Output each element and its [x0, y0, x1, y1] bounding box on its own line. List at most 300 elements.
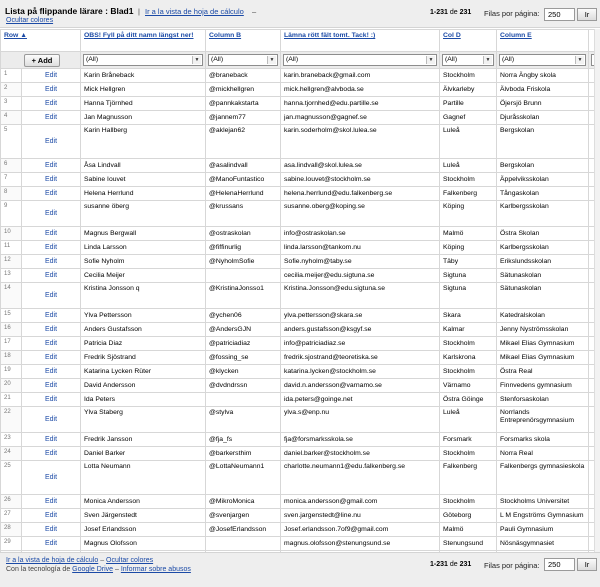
table-row [1, 351, 600, 365]
table-row [1, 461, 600, 495]
table-row [1, 187, 600, 201]
school-cell: Mikael Elias Gymnasium [497, 351, 589, 365]
email-cell: monica.andersson@gmail.com [281, 495, 440, 509]
column-c-header [206, 30, 281, 52]
table-row [1, 309, 600, 323]
filter-select-f[interactable] [499, 54, 586, 66]
email-cell: mick.hellgren@alvboda.se [281, 83, 440, 97]
dropdown-arrow-icon: ▼ [267, 56, 276, 64]
school-cell: Mikael Elias Gymnasium [497, 337, 589, 351]
email-cell: sven.jargenstedt@line.nu [281, 509, 440, 523]
name-cell: Ylva Pettersson [81, 309, 206, 323]
city-cell: Köping [440, 241, 497, 255]
school-cell: Karlbergsskolan [497, 241, 589, 255]
edit-link[interactable]: Edit [22, 241, 81, 255]
footer-pager-summary [430, 561, 471, 568]
column-d-header-link[interactable]: Lämna rött fält tomt. Tack! :) [284, 32, 376, 39]
row-number: 16 [1, 323, 22, 337]
table-row [1, 255, 600, 269]
table-row [1, 509, 600, 523]
school-cell: Djuråsskolan [497, 111, 589, 125]
name-cell: Anders Gustafsson [81, 323, 206, 337]
name-cell: Sofie Nyholm [81, 255, 206, 269]
city-cell: Stockholm [440, 173, 497, 187]
table-row [1, 393, 600, 407]
dropdown-arrow-icon: ▼ [483, 56, 492, 64]
email-cell: katarina.lycken@stockholm.se [281, 365, 440, 379]
email-cell: sabine.louvet@stockholm.se [281, 173, 440, 187]
column-b-header [81, 30, 206, 52]
handle-cell [206, 393, 281, 407]
email-cell: linda.larsson@tankom.nu [281, 241, 440, 255]
row-number: 5 [1, 125, 22, 159]
row-number: 10 [1, 227, 22, 241]
table-row [1, 111, 600, 125]
footer-go-button[interactable]: Ir [577, 558, 597, 571]
hide-colors-link[interactable]: Ocultar colores [6, 17, 54, 24]
edit-link[interactable]: Edit [22, 187, 81, 201]
row-number: 19 [1, 365, 22, 379]
email-cell: anders.gustafsson@ksgyf.se [281, 323, 440, 337]
filter-select-b[interactable] [83, 54, 203, 66]
handle-cell: @KristinaJonsso1 [206, 283, 281, 309]
column-f-header-link[interactable]: Column E [500, 32, 532, 39]
handle-cell: @asalindvall [206, 159, 281, 173]
column-e-header [440, 30, 497, 52]
city-cell: Köping [440, 201, 497, 227]
filter-row [1, 52, 600, 69]
row-number: 20 [1, 379, 22, 393]
handle-cell: @jannem77 [206, 111, 281, 125]
edit-link[interactable]: Edit [22, 283, 81, 309]
handle-cell: @barkersthim [206, 447, 281, 461]
title-separator: | [138, 7, 140, 16]
page-title: Lista på flippande lärare : Blad1 [5, 6, 134, 16]
table-row [1, 365, 600, 379]
school-cell: Norra Real [497, 447, 589, 461]
name-cell: Sven Järgenstedt [81, 509, 206, 523]
name-cell: Jan Magnusson [81, 111, 206, 125]
footer-powered-line [6, 566, 191, 573]
footer-open-spreadsheet-link[interactable]: Ir a la vista de hoja de cálculo [6, 557, 99, 564]
city-cell: Kalmar [440, 323, 497, 337]
report-abuse-link[interactable]: Informar sobre abusos [120, 566, 191, 573]
email-cell: daniel.barker@stockholm.se [281, 447, 440, 461]
school-cell: Bergskolan [497, 125, 589, 159]
row-number: 11 [1, 241, 22, 255]
name-cell: Magnus Olofsson [81, 537, 206, 551]
email-cell: karin.braneback@gmail.com [281, 69, 440, 83]
footer-hide-colors-link[interactable]: Ocultar colores [106, 557, 154, 564]
row-number: 27 [1, 509, 22, 523]
handle-cell: @LottaNeumann1 [206, 461, 281, 495]
city-cell: Göteborg [440, 509, 497, 523]
email-cell: fja@forsmarksskola.se [281, 433, 440, 447]
school-cell: Norra Ängby skola [497, 69, 589, 83]
row-number: 23 [1, 433, 22, 447]
dropdown-arrow-icon: ▼ [426, 56, 435, 64]
school-cell: Pauli Gymnasium [497, 523, 589, 537]
row-number: 15 [1, 309, 22, 323]
column-b-header-link[interactable]: OBS! Fyll på ditt namn längst ner! [84, 32, 194, 39]
name-cell: susanne öberg [81, 201, 206, 227]
name-cell: Daniel Barker [81, 447, 206, 461]
rows-per-page-input[interactable]: 250 [544, 8, 575, 21]
table-row [1, 447, 600, 461]
filter-cell-d [281, 52, 440, 69]
handle-cell: @MikroMonica [206, 495, 281, 509]
edit-link[interactable]: Edit [22, 269, 81, 283]
city-cell: Karlskrona [440, 351, 497, 365]
city-cell: Stockholm [440, 337, 497, 351]
email-cell: info@ostraskolan.se [281, 227, 440, 241]
powered-by-text: Con la tecnología de [6, 566, 71, 573]
footer-links-line [6, 557, 153, 564]
city-cell: Täby [440, 255, 497, 269]
city-cell: Stenungsund [440, 537, 497, 551]
footer-dash-1: – [100, 557, 105, 564]
email-cell: magnus.olofsson@stenungsund.se [281, 537, 440, 551]
email-cell: info@patriciadiaz.se [281, 337, 440, 351]
name-cell: Fredrik Jansson [81, 433, 206, 447]
school-cell: Jenny Nyströmsskolan [497, 323, 589, 337]
table-row [1, 433, 600, 447]
city-cell: Malmö [440, 227, 497, 241]
email-cell: jan.magnusson@gagnef.se [281, 111, 440, 125]
name-cell: Patricia Diaz [81, 337, 206, 351]
pager-of: de [449, 9, 458, 16]
school-cell: Sätunaskolan [497, 283, 589, 309]
name-cell: Katarina Lycken Rüter [81, 365, 206, 379]
table-row [1, 379, 600, 393]
go-button[interactable]: Ir [577, 8, 597, 21]
edit-link[interactable]: Edit [22, 337, 81, 351]
table-row [1, 523, 600, 537]
footer-rows-per-page-label: Filas por página: [484, 561, 540, 570]
handle-cell: @fiffinurlig [206, 241, 281, 255]
row-number: 12 [1, 255, 22, 269]
edit-link[interactable]: Edit [22, 461, 81, 495]
row-number: 7 [1, 173, 22, 187]
handle-cell: @pannkakstarta [206, 97, 281, 111]
row-number: 22 [1, 407, 22, 433]
name-cell: Josef Erlandsson [81, 523, 206, 537]
footer-pager-of: de [449, 561, 458, 568]
edit-link[interactable]: Edit [22, 173, 81, 187]
filter-cell-e [440, 52, 497, 69]
footer-pager-range: 1-231 [430, 561, 448, 568]
edit-link[interactable]: Edit [22, 323, 81, 337]
handle-cell: @braneback [206, 69, 281, 83]
add-row-button[interactable]: + Add [24, 54, 60, 67]
row-number: 13 [1, 269, 22, 283]
handle-cell: @NyholmSofie [206, 255, 281, 269]
sort-row-link[interactable]: Row ▲ [4, 32, 27, 39]
edit-link[interactable]: Edit [22, 227, 81, 241]
filter-value: (All) [502, 56, 515, 63]
email-cell: fredrik.sjostrand@teoretiska.se [281, 351, 440, 365]
row-number: 3 [1, 97, 22, 111]
filter-value: (All) [211, 56, 224, 63]
handle-cell: @aklejan62 [206, 125, 281, 159]
edit-link[interactable]: Edit [22, 523, 81, 537]
column-c-header-link[interactable]: Column B [209, 32, 242, 39]
handle-cell: @mickhellgren [206, 83, 281, 97]
edit-link[interactable]: Edit [22, 537, 81, 551]
table-row [1, 173, 600, 187]
city-cell: Sigtuna [440, 269, 497, 283]
school-cell: Stockholms Universitet [497, 495, 589, 509]
school-cell: Öjersjö Brunn [497, 97, 589, 111]
filter-value: (All) [86, 56, 99, 63]
dropdown-arrow-icon: ▼ [575, 56, 584, 64]
school-cell: Forsmarks skola [497, 433, 589, 447]
city-cell: Luleå [440, 125, 497, 159]
edit-link[interactable]: Edit [22, 83, 81, 97]
edit-link[interactable]: Edit [22, 495, 81, 509]
filter-cell-b [81, 52, 206, 69]
edit-link[interactable]: Edit [22, 201, 81, 227]
school-cell: Karlbergsskolan [497, 201, 589, 227]
handle-cell [206, 269, 281, 283]
city-cell: Älvkarleby [440, 83, 497, 97]
school-cell: Falkenbergs gymnasieskola [497, 461, 589, 495]
email-cell: cecilia.meijer@edu.sigtuna.se [281, 269, 440, 283]
school-cell: Östra Skolan [497, 227, 589, 241]
table-row [1, 337, 600, 351]
city-cell: Luleå [440, 407, 497, 433]
handle-cell: @fja_fs [206, 433, 281, 447]
row-number: 17 [1, 337, 22, 351]
school-cell: Katedralskolan [497, 309, 589, 323]
edit-link[interactable]: Edit [22, 69, 81, 83]
school-cell: Östra Real [497, 365, 589, 379]
footer-dash-2: – [114, 566, 119, 573]
handle-cell: @klycken [206, 365, 281, 379]
city-cell: Skara [440, 309, 497, 323]
handle-cell: @dvdndrssn [206, 379, 281, 393]
school-cell: L M Engströms Gymnasium [497, 509, 589, 523]
row-number: 24 [1, 447, 22, 461]
handle-cell: @HelenaHerrlund [206, 187, 281, 201]
footer-pager-total: 231 [459, 561, 472, 568]
edit-link[interactable]: Edit [22, 125, 81, 159]
name-cell: Karin Bråneback [81, 69, 206, 83]
name-cell: Magnus Bergwall [81, 227, 206, 241]
city-cell: Falkenberg [440, 187, 497, 201]
header-dash: – [252, 7, 257, 16]
row-number: 1 [1, 69, 22, 83]
name-cell: Mick Hellgren [81, 83, 206, 97]
name-cell: Fredrik Sjöstrand [81, 351, 206, 365]
table-row [1, 159, 600, 173]
table-row [1, 323, 600, 337]
table-row [1, 283, 600, 309]
city-cell: Östra Göinge [440, 393, 497, 407]
handle-cell: @JosefErlandsson [206, 523, 281, 537]
pager-range: 1-231 [430, 9, 448, 16]
row-number: 6 [1, 159, 22, 173]
table-row [1, 241, 600, 255]
edit-link[interactable]: Edit [22, 255, 81, 269]
name-cell: Helena Herrlund [81, 187, 206, 201]
edit-link[interactable]: Edit [22, 97, 81, 111]
edit-link[interactable]: Edit [22, 509, 81, 523]
table-row [1, 201, 600, 227]
name-cell: Cecilia Meijer [81, 269, 206, 283]
city-cell: Malmö [440, 523, 497, 537]
table-row [1, 125, 600, 159]
handle-cell: @ychen06 [206, 309, 281, 323]
google-drive-link[interactable]: Google Drive [72, 566, 114, 573]
school-cell: Finnvedens gymnasium [497, 379, 589, 393]
filter-cell-c [206, 52, 281, 69]
city-cell: Stockholm [440, 365, 497, 379]
edit-link[interactable]: Edit [22, 309, 81, 323]
table-row [1, 495, 600, 509]
name-cell: Hanna Tjörnhed [81, 97, 206, 111]
name-cell: Monica Andersson [81, 495, 206, 509]
row-number: 26 [1, 495, 22, 509]
handle-cell: @stylva [206, 407, 281, 433]
city-cell: Stockholm [440, 495, 497, 509]
pager-summary [430, 9, 471, 16]
school-cell: Erikslundsskolan [497, 255, 589, 269]
table-row [1, 537, 600, 551]
school-cell: Bergskolan [497, 159, 589, 173]
school-cell: Äppelviksskolan [497, 173, 589, 187]
school-cell: Tångaskolan [497, 187, 589, 201]
row-number: 2 [1, 83, 22, 97]
school-cell: Nösnäsgymnasiet [497, 537, 589, 551]
row-header-cell [1, 30, 81, 52]
top-bar [0, 0, 600, 28]
email-cell: Sofie.nyholm@taby.se [281, 255, 440, 269]
email-cell: charlotte.neumann1@edu.falkenberg.se [281, 461, 440, 495]
table-body [1, 69, 600, 553]
edit-link[interactable]: Edit [22, 393, 81, 407]
edit-link[interactable]: Edit [22, 159, 81, 173]
open-spreadsheet-view-link[interactable]: Ir a la vista de hoja de cálculo [145, 7, 244, 16]
edit-link[interactable]: Edit [22, 365, 81, 379]
name-cell: Ida Peters [81, 393, 206, 407]
edit-link[interactable]: Edit [22, 351, 81, 365]
filter-select-c[interactable] [208, 54, 278, 66]
name-cell: Lotta Neumann [81, 461, 206, 495]
row-number: 18 [1, 351, 22, 365]
column-header-row [1, 30, 600, 52]
table-row [1, 83, 600, 97]
filter-select-e[interactable] [442, 54, 494, 66]
dropdown-arrow-icon: ▼ [192, 56, 201, 64]
handle-cell: @ostraskolan [206, 227, 281, 241]
table-row [1, 227, 600, 241]
table-row [1, 407, 600, 433]
email-cell: karin.soderholm@skol.lulea.se [281, 125, 440, 159]
school-cell: Älvboda Friskola [497, 83, 589, 97]
email-cell: david.n.andersson@varnamo.se [281, 379, 440, 393]
city-cell: Forsmark [440, 433, 497, 447]
vertical-scrollbar[interactable] [594, 29, 600, 552]
footer-bar [0, 552, 600, 587]
email-cell: ylva.pettersson@skara.se [281, 309, 440, 323]
name-cell: Ylva Staberg [81, 407, 206, 433]
row-number: 14 [1, 283, 22, 309]
handle-cell [206, 537, 281, 551]
school-cell: Stenforsaskolan [497, 393, 589, 407]
edit-link[interactable]: Edit [22, 407, 81, 433]
add-cell [1, 52, 81, 69]
school-cell: Sätunaskolan [497, 269, 589, 283]
column-f-header [497, 30, 589, 52]
table-row [1, 269, 600, 283]
name-cell: Karin Hallberg [81, 125, 206, 159]
filter-select-d[interactable] [283, 54, 437, 66]
email-cell: asa.lindvall@skol.lulea.se [281, 159, 440, 173]
column-d-header [281, 30, 440, 52]
edit-link[interactable]: Edit [22, 379, 81, 393]
table-row [1, 97, 600, 111]
email-cell: ylva.s@enp.nu [281, 407, 440, 433]
rows-per-page-label: Filas por página: [484, 9, 540, 18]
row-number: 9 [1, 201, 22, 227]
handle-cell: @patriciadiaz [206, 337, 281, 351]
edit-link[interactable]: Edit [22, 111, 81, 125]
data-grid [0, 29, 600, 552]
column-e-header-link[interactable]: Col D [443, 32, 461, 39]
handle-cell: @krussans [206, 201, 281, 227]
filter-value: (All) [445, 56, 458, 63]
school-cell: Norrlands Entreprenörsgymnasium [497, 407, 589, 433]
filter-value: (All) [286, 56, 299, 63]
row-number: 28 [1, 523, 22, 537]
pager-total: 231 [459, 9, 472, 16]
email-cell: ida.peters@goinge.net [281, 393, 440, 407]
table-row [1, 69, 600, 83]
city-cell: Luleå [440, 159, 497, 173]
city-cell: Gagnef [440, 111, 497, 125]
edit-link[interactable]: Edit [22, 433, 81, 447]
city-cell: Sigtuna [440, 283, 497, 309]
footer-rows-per-page-input[interactable]: 250 [544, 558, 575, 571]
city-cell: Falkenberg [440, 461, 497, 495]
row-number: 29 [1, 537, 22, 551]
filter-cell-f [497, 52, 589, 69]
handle-cell: @ManoFuntastico [206, 173, 281, 187]
handle-cell: @fossing_se [206, 351, 281, 365]
sheet-table [0, 29, 600, 552]
row-number: 21 [1, 393, 22, 407]
email-cell: hanna.tjornhed@edu.partille.se [281, 97, 440, 111]
email-cell: Kristina.Jonsson@edu.sigtuna.se [281, 283, 440, 309]
email-cell: helena.herrlund@edu.falkenberg.se [281, 187, 440, 201]
city-cell: Stockholm [440, 69, 497, 83]
row-number: 8 [1, 187, 22, 201]
city-cell: Värnamo [440, 379, 497, 393]
name-cell: Kristina Jonsson q [81, 283, 206, 309]
name-cell: Åsa Lindvall [81, 159, 206, 173]
name-cell: Sabine Iouvet [81, 173, 206, 187]
name-cell: David Andersson [81, 379, 206, 393]
city-cell: Partille [440, 97, 497, 111]
edit-link[interactable]: Edit [22, 447, 81, 461]
row-number: 4 [1, 111, 22, 125]
handle-cell: @svenjargen [206, 509, 281, 523]
name-cell: Linda Larsson [81, 241, 206, 255]
row-number: 25 [1, 461, 22, 495]
email-cell: susanne.oberg@koping.se [281, 201, 440, 227]
handle-cell: @AndersGJN [206, 323, 281, 337]
